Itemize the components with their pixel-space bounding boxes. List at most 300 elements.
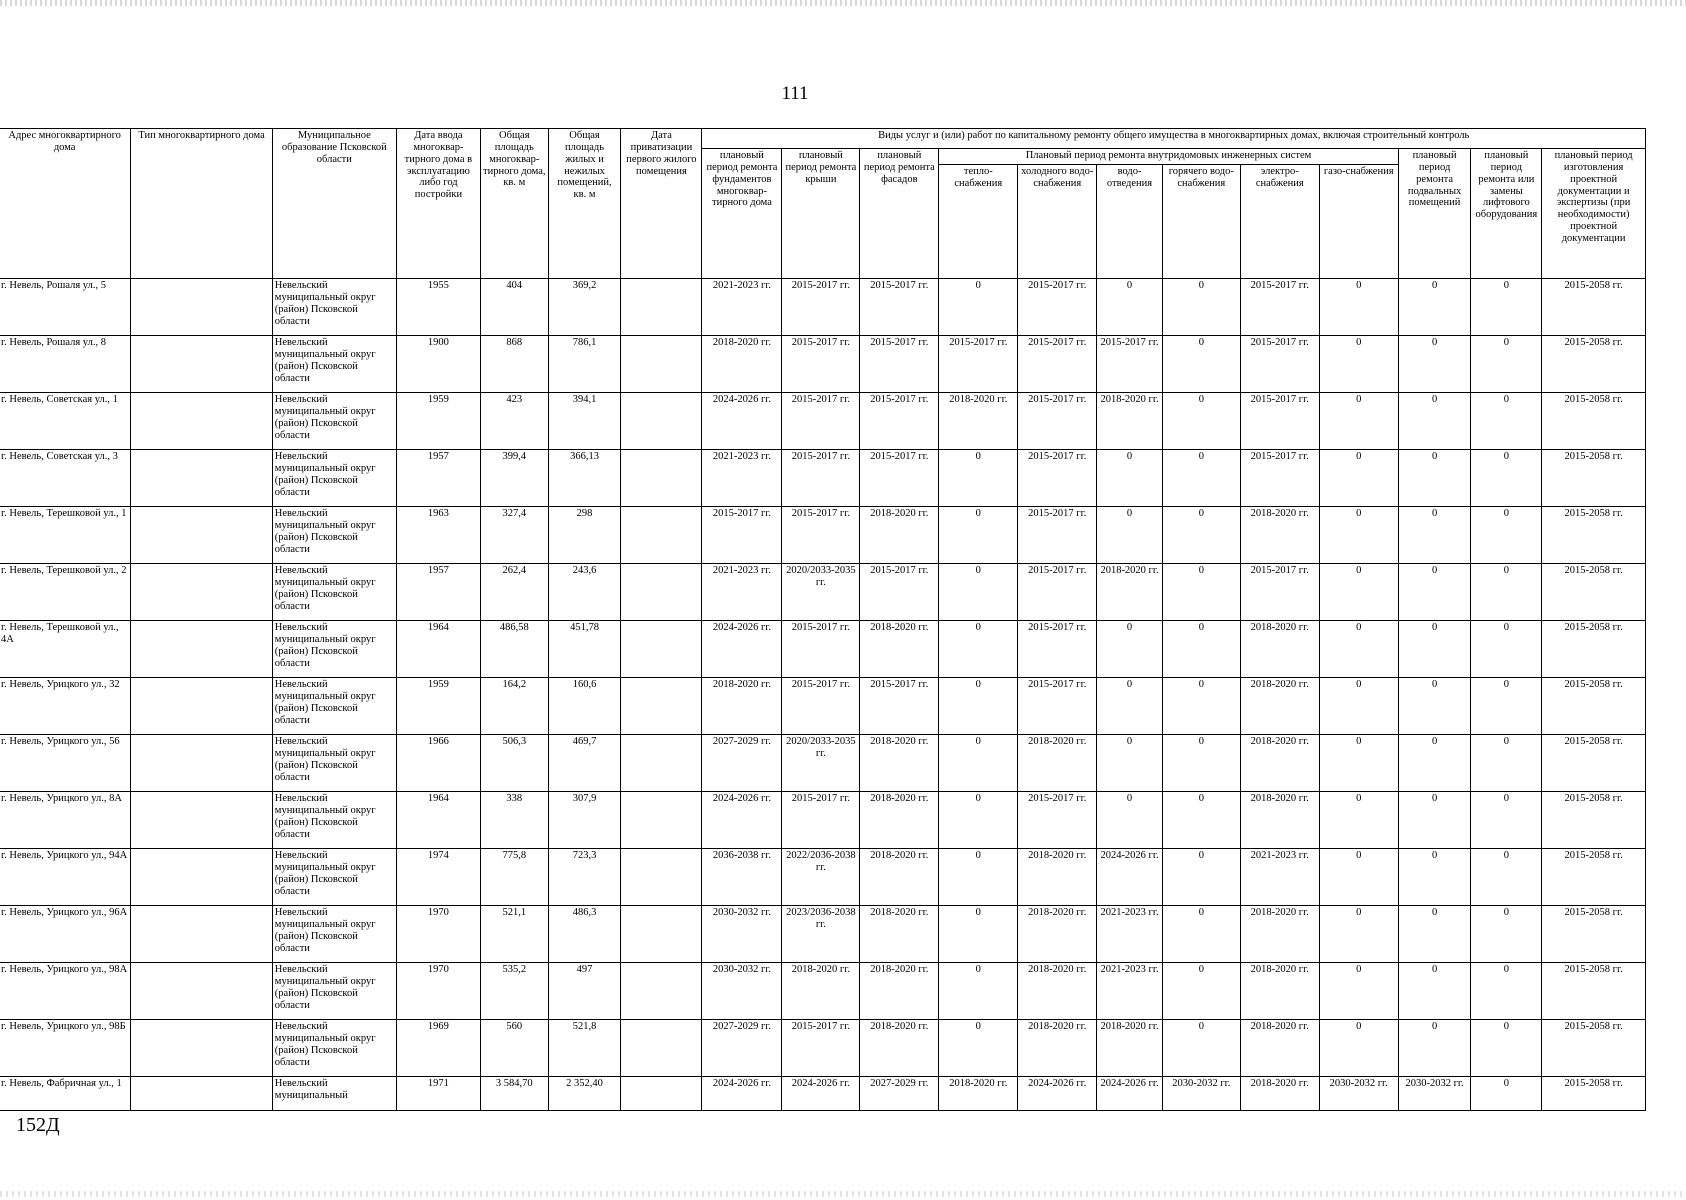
roof-cell: 2015-2017 гг. [782, 393, 860, 450]
address-cell: г. Невель, Советская ул., 1 [0, 393, 131, 450]
roof-cell: 2020/2033-2035 гг. [782, 564, 860, 621]
header-municipality: Муниципальное образование Псковской области [272, 129, 396, 279]
header-cold-water: холодного водо-снабжения [1018, 165, 1097, 279]
gas-cell: 0 [1319, 564, 1398, 621]
privatization-cell [621, 735, 702, 792]
electricity-cell: 2018-2020 гг. [1240, 906, 1319, 963]
elevator-cell: 0 [1471, 507, 1542, 564]
municipality-cell: Невельский муниципальный округ (район) Псковской области [272, 906, 396, 963]
basement-cell: 0 [1398, 393, 1471, 450]
foundation-cell: 2030-2032 гг. [702, 906, 782, 963]
living-area-cell: 369,2 [548, 279, 621, 336]
house-type-cell [131, 792, 273, 849]
electricity-cell: 2018-2020 гг. [1240, 621, 1319, 678]
hot-water-cell: 2030-2032 гг. [1162, 1077, 1240, 1111]
sewerage-cell: 2018-2020 гг. [1097, 1020, 1163, 1077]
roof-cell: 2015-2017 гг. [782, 621, 860, 678]
privatization-cell [621, 336, 702, 393]
design-docs-cell: 2015-2058 гг. [1542, 735, 1646, 792]
privatization-cell [621, 450, 702, 507]
total-area-cell: 506,3 [480, 735, 548, 792]
year-cell: 1959 [396, 393, 480, 450]
sewerage-cell: 2024-2026 гг. [1097, 849, 1163, 906]
cold-water-cell: 2015-2017 гг. [1018, 792, 1097, 849]
header-works-group: Виды услуг и (или) работ по капитальному ремонту общего имущества в многоквартирных домах, включая строительный контроль [702, 129, 1646, 149]
hot-water-cell: 0 [1162, 621, 1240, 678]
hot-water-cell: 0 [1162, 336, 1240, 393]
elevator-cell: 0 [1471, 279, 1542, 336]
table-row [0, 963, 1646, 1020]
year-cell: 1969 [396, 1020, 480, 1077]
header-electricity: электро-снабжения [1240, 165, 1319, 279]
gas-cell: 0 [1319, 678, 1398, 735]
design-docs-cell: 2015-2058 гг. [1542, 336, 1646, 393]
privatization-cell [621, 678, 702, 735]
scan-edge-bottom [0, 1191, 1686, 1197]
basement-cell: 2030-2032 гг. [1398, 1077, 1471, 1111]
foundation-cell: 2024-2026 гг. [702, 792, 782, 849]
hot-water-cell: 0 [1162, 507, 1240, 564]
municipality-cell: Невельский муниципальный округ (район) Псковской области [272, 450, 396, 507]
design-docs-cell: 2015-2058 гг. [1542, 450, 1646, 507]
gas-cell: 0 [1319, 735, 1398, 792]
header-roof: плановый период ремонта крыши [782, 149, 860, 279]
roof-cell: 2020/2033-2035 гг. [782, 735, 860, 792]
house-type-cell [131, 621, 273, 678]
house-type-cell [131, 450, 273, 507]
page-number: 111 [781, 83, 809, 104]
year-cell: 1957 [396, 450, 480, 507]
hot-water-cell: 0 [1162, 678, 1240, 735]
municipality-cell: Невельский муниципальный округ (район) Псковской области [272, 849, 396, 906]
roof-cell: 2015-2017 гг. [782, 450, 860, 507]
cold-water-cell: 2018-2020 гг. [1018, 849, 1097, 906]
cold-water-cell: 2015-2017 гг. [1018, 336, 1097, 393]
roof-cell: 2024-2026 гг. [782, 1077, 860, 1111]
living-area-cell: 2 352,40 [548, 1077, 621, 1111]
address-cell: г. Невель, Терешковой ул., 2 [0, 564, 131, 621]
address-cell: г. Невель, Терешковой ул., 4А [0, 621, 131, 678]
document-code: 152Д [16, 1114, 60, 1136]
living-area-cell: 451,78 [548, 621, 621, 678]
gas-cell: 0 [1319, 279, 1398, 336]
header-house-type: Тип многоквартирного дома [131, 129, 273, 279]
sewerage-cell: 2018-2020 гг. [1097, 393, 1163, 450]
sewerage-cell: 0 [1097, 678, 1163, 735]
hot-water-cell: 0 [1162, 393, 1240, 450]
heating-cell: 0 [939, 963, 1018, 1020]
year-cell: 1974 [396, 849, 480, 906]
sewerage-cell: 0 [1097, 621, 1163, 678]
address-cell: г. Невель, Урицкого ул., 94А [0, 849, 131, 906]
gas-cell: 0 [1319, 621, 1398, 678]
basement-cell: 0 [1398, 963, 1471, 1020]
total-area-cell: 560 [480, 1020, 548, 1077]
electricity-cell: 2015-2017 гг. [1240, 279, 1319, 336]
foundation-cell: 2024-2026 гг. [702, 393, 782, 450]
elevator-cell: 0 [1471, 1020, 1542, 1077]
privatization-cell [621, 906, 702, 963]
header-gas: газо-снабжения [1319, 165, 1398, 279]
foundation-cell: 2021-2023 гг. [702, 450, 782, 507]
table-row [0, 678, 1646, 735]
roof-cell: 2015-2017 гг. [782, 279, 860, 336]
total-area-cell: 868 [480, 336, 548, 393]
hot-water-cell: 0 [1162, 849, 1240, 906]
heating-cell: 2018-2020 гг. [939, 1077, 1018, 1111]
heating-cell: 2015-2017 гг. [939, 336, 1018, 393]
foundation-cell: 2021-2023 гг. [702, 279, 782, 336]
electricity-cell: 2015-2017 гг. [1240, 336, 1319, 393]
electricity-cell: 2021-2023 гг. [1240, 849, 1319, 906]
gas-cell: 0 [1319, 336, 1398, 393]
design-docs-cell: 2015-2058 гг. [1542, 963, 1646, 1020]
facade-cell: 2015-2017 гг. [860, 279, 939, 336]
table-row [0, 1077, 1646, 1111]
address-cell: г. Невель, Урицкого ул., 56 [0, 735, 131, 792]
privatization-cell [621, 564, 702, 621]
total-area-cell: 423 [480, 393, 548, 450]
cold-water-cell: 2018-2020 гг. [1018, 963, 1097, 1020]
privatization-cell [621, 792, 702, 849]
table-row [0, 564, 1646, 621]
elevator-cell: 0 [1471, 963, 1542, 1020]
electricity-cell: 2018-2020 гг. [1240, 735, 1319, 792]
living-area-cell: 243,6 [548, 564, 621, 621]
address-cell: г. Невель, Урицкого ул., 98А [0, 963, 131, 1020]
facade-cell: 2015-2017 гг. [860, 336, 939, 393]
roof-cell: 2015-2017 гг. [782, 336, 860, 393]
roof-cell: 2015-2017 гг. [782, 1020, 860, 1077]
table-row [0, 849, 1646, 906]
design-docs-cell: 2015-2058 гг. [1542, 564, 1646, 621]
hot-water-cell: 0 [1162, 450, 1240, 507]
elevator-cell: 0 [1471, 393, 1542, 450]
address-cell: г. Невель, Рошаля ул., 5 [0, 279, 131, 336]
header-sewerage: водо-отведения [1097, 165, 1163, 279]
living-area-cell: 307,9 [548, 792, 621, 849]
header-engineering-group: Плановый период ремонта внутридомовых инженерных систем [939, 149, 1398, 165]
elevator-cell: 0 [1471, 678, 1542, 735]
heating-cell: 0 [939, 735, 1018, 792]
house-type-cell [131, 849, 273, 906]
address-cell: г. Невель, Рошаля ул., 8 [0, 336, 131, 393]
electricity-cell: 2018-2020 гг. [1240, 1020, 1319, 1077]
header-address: Адрес многоквартирного дома [0, 129, 131, 279]
foundation-cell: 2021-2023 гг. [702, 564, 782, 621]
gas-cell: 0 [1319, 507, 1398, 564]
header-privatization-date: Дата приватизации первого жилого помещения [621, 129, 702, 279]
elevator-cell: 0 [1471, 735, 1542, 792]
basement-cell: 0 [1398, 621, 1471, 678]
header-basement: плановый период ремонта подвальных помещений [1398, 149, 1471, 279]
heating-cell: 0 [939, 621, 1018, 678]
address-cell: г. Невель, Урицкого ул., 32 [0, 678, 131, 735]
electricity-cell: 2015-2017 гг. [1240, 564, 1319, 621]
roof-cell: 2015-2017 гг. [782, 507, 860, 564]
design-docs-cell: 2015-2058 гг. [1542, 792, 1646, 849]
electricity-cell: 2015-2017 гг. [1240, 393, 1319, 450]
roof-cell: 2018-2020 гг. [782, 963, 860, 1020]
total-area-cell: 399,4 [480, 450, 548, 507]
design-docs-cell: 2015-2058 гг. [1542, 1077, 1646, 1111]
gas-cell: 0 [1319, 1020, 1398, 1077]
design-docs-cell: 2015-2058 гг. [1542, 393, 1646, 450]
facade-cell: 2015-2017 гг. [860, 393, 939, 450]
privatization-cell [621, 1020, 702, 1077]
house-type-cell [131, 336, 273, 393]
privatization-cell [621, 1077, 702, 1111]
address-cell: г. Невель, Урицкого ул., 96А [0, 906, 131, 963]
foundation-cell: 2030-2032 гг. [702, 963, 782, 1020]
design-docs-cell: 2015-2058 гг. [1542, 849, 1646, 906]
header-elevator: плановый период ремонта или замены лифтового оборудования [1471, 149, 1542, 279]
privatization-cell [621, 849, 702, 906]
cold-water-cell: 2015-2017 гг. [1018, 564, 1097, 621]
header-total-area: Общая площадь многоквар-тирного дома, кв. м [480, 129, 548, 279]
cold-water-cell: 2015-2017 гг. [1018, 393, 1097, 450]
sewerage-cell: 2015-2017 гг. [1097, 336, 1163, 393]
sewerage-cell: 2024-2026 гг. [1097, 1077, 1163, 1111]
house-type-cell [131, 1020, 273, 1077]
scan-edge-top [0, 0, 1686, 6]
basement-cell: 0 [1398, 792, 1471, 849]
basement-cell: 0 [1398, 336, 1471, 393]
elevator-cell: 0 [1471, 621, 1542, 678]
foundation-cell: 2027-2029 гг. [702, 735, 782, 792]
basement-cell: 0 [1398, 906, 1471, 963]
header-commissioning-date: Дата ввода многоквар-тирного дома в эксплуатацию либо год постройки [396, 129, 480, 279]
address-cell: г. Невель, Советская ул., 3 [0, 450, 131, 507]
municipality-cell: Невельский муниципальный округ (район) Псковской области [272, 792, 396, 849]
hot-water-cell: 0 [1162, 564, 1240, 621]
foundation-cell: 2024-2026 гг. [702, 1077, 782, 1111]
living-area-cell: 366,13 [548, 450, 621, 507]
cold-water-cell: 2015-2017 гг. [1018, 678, 1097, 735]
cold-water-cell: 2018-2020 гг. [1018, 906, 1097, 963]
house-type-cell [131, 507, 273, 564]
electricity-cell: 2018-2020 гг. [1240, 507, 1319, 564]
table-row [0, 279, 1646, 336]
heating-cell: 0 [939, 792, 1018, 849]
foundation-cell: 2024-2026 гг. [702, 621, 782, 678]
sewerage-cell: 0 [1097, 735, 1163, 792]
gas-cell: 0 [1319, 792, 1398, 849]
municipality-cell: Невельский муниципальный округ (район) Псковской области [272, 507, 396, 564]
heating-cell: 0 [939, 906, 1018, 963]
sewerage-cell: 2018-2020 гг. [1097, 564, 1163, 621]
foundation-cell: 2018-2020 гг. [702, 336, 782, 393]
facade-cell: 2018-2020 гг. [860, 792, 939, 849]
facade-cell: 2015-2017 гг. [860, 564, 939, 621]
table-row [0, 792, 1646, 849]
heating-cell: 0 [939, 849, 1018, 906]
total-area-cell: 338 [480, 792, 548, 849]
year-cell: 1970 [396, 963, 480, 1020]
elevator-cell: 0 [1471, 564, 1542, 621]
house-type-cell [131, 393, 273, 450]
design-docs-cell: 2015-2058 гг. [1542, 678, 1646, 735]
heating-cell: 0 [939, 564, 1018, 621]
living-area-cell: 469,7 [548, 735, 621, 792]
basement-cell: 0 [1398, 849, 1471, 906]
roof-cell: 2015-2017 гг. [782, 792, 860, 849]
design-docs-cell: 2015-2058 гг. [1542, 621, 1646, 678]
facade-cell: 2018-2020 гг. [860, 906, 939, 963]
design-docs-cell: 2015-2058 гг. [1542, 279, 1646, 336]
design-docs-cell: 2015-2058 гг. [1542, 507, 1646, 564]
elevator-cell: 0 [1471, 1077, 1542, 1111]
table-row [0, 450, 1646, 507]
municipality-cell: Невельский муниципальный округ (район) Псковской области [272, 336, 396, 393]
electricity-cell: 2018-2020 гг. [1240, 1077, 1319, 1111]
municipality-cell: Невельский муниципальный округ (район) Псковской области [272, 393, 396, 450]
electricity-cell: 2018-2020 гг. [1240, 678, 1319, 735]
address-cell: г. Невель, Фабричная ул., 1 [0, 1077, 131, 1111]
year-cell: 1964 [396, 792, 480, 849]
capital-repair-table [0, 128, 1646, 1111]
facade-cell: 2015-2017 гг. [860, 450, 939, 507]
address-cell: г. Невель, Терешковой ул., 1 [0, 507, 131, 564]
gas-cell: 0 [1319, 393, 1398, 450]
total-area-cell: 775,8 [480, 849, 548, 906]
house-type-cell [131, 678, 273, 735]
cold-water-cell: 2015-2017 гг. [1018, 450, 1097, 507]
table-body [0, 279, 1646, 1111]
privatization-cell [621, 621, 702, 678]
privatization-cell [621, 393, 702, 450]
table-row [0, 621, 1646, 678]
year-cell: 1900 [396, 336, 480, 393]
total-area-cell: 3 584,70 [480, 1077, 548, 1111]
basement-cell: 0 [1398, 279, 1471, 336]
privatization-cell [621, 507, 702, 564]
table-row [0, 393, 1646, 450]
municipality-cell: Невельский муниципальный округ (район) Псковской области [272, 1020, 396, 1077]
table-header [0, 129, 1646, 279]
foundation-cell: 2015-2017 гг. [702, 507, 782, 564]
municipality-cell: Невельский муниципальный округ (район) Псковской области [272, 621, 396, 678]
facade-cell: 2018-2020 гг. [860, 963, 939, 1020]
elevator-cell: 0 [1471, 906, 1542, 963]
year-cell: 1966 [396, 735, 480, 792]
foundation-cell: 2018-2020 гг. [702, 678, 782, 735]
hot-water-cell: 0 [1162, 906, 1240, 963]
sewerage-cell: 0 [1097, 507, 1163, 564]
hot-water-cell: 0 [1162, 1020, 1240, 1077]
municipality-cell: Невельский муниципальный [272, 1077, 396, 1111]
living-area-cell: 160,6 [548, 678, 621, 735]
sewerage-cell: 2021-2023 гг. [1097, 963, 1163, 1020]
living-area-cell: 497 [548, 963, 621, 1020]
basement-cell: 0 [1398, 564, 1471, 621]
municipality-cell: Невельский муниципальный округ (район) Псковской области [272, 735, 396, 792]
facade-cell: 2018-2020 гг. [860, 621, 939, 678]
year-cell: 1955 [396, 279, 480, 336]
living-area-cell: 394,1 [548, 393, 621, 450]
header-design-docs: плановый период изготовления проектной документации и экспертизы (при необходимости) проектной документации [1542, 149, 1646, 279]
basement-cell: 0 [1398, 678, 1471, 735]
foundation-cell: 2036-2038 гг. [702, 849, 782, 906]
header-hot-water: горячего водо-снабжения [1162, 165, 1240, 279]
address-cell: г. Невель, Урицкого ул., 98Б [0, 1020, 131, 1077]
living-area-cell: 298 [548, 507, 621, 564]
sewerage-cell: 0 [1097, 450, 1163, 507]
living-area-cell: 723,3 [548, 849, 621, 906]
table-row [0, 507, 1646, 564]
year-cell: 1959 [396, 678, 480, 735]
foundation-cell: 2027-2029 гг. [702, 1020, 782, 1077]
heating-cell: 0 [939, 1020, 1018, 1077]
table-row [0, 735, 1646, 792]
facade-cell: 2018-2020 гг. [860, 1020, 939, 1077]
sewerage-cell: 2021-2023 гг. [1097, 906, 1163, 963]
electricity-cell: 2015-2017 гг. [1240, 450, 1319, 507]
roof-cell: 2023/2036-2038 гг. [782, 906, 860, 963]
sewerage-cell: 0 [1097, 792, 1163, 849]
basement-cell: 0 [1398, 1020, 1471, 1077]
hot-water-cell: 0 [1162, 279, 1240, 336]
cold-water-cell: 2018-2020 гг. [1018, 735, 1097, 792]
gas-cell: 2030-2032 гг. [1319, 1077, 1398, 1111]
year-cell: 1963 [396, 507, 480, 564]
hot-water-cell: 0 [1162, 963, 1240, 1020]
privatization-cell [621, 279, 702, 336]
municipality-cell: Невельский муниципальный округ (район) Псковской области [272, 564, 396, 621]
cold-water-cell: 2018-2020 гг. [1018, 1020, 1097, 1077]
roof-cell: 2022/2036-2038 гг. [782, 849, 860, 906]
gas-cell: 0 [1319, 963, 1398, 1020]
total-area-cell: 327,4 [480, 507, 548, 564]
gas-cell: 0 [1319, 906, 1398, 963]
table-row [0, 1020, 1646, 1077]
living-area-cell: 521,8 [548, 1020, 621, 1077]
living-area-cell: 486,3 [548, 906, 621, 963]
basement-cell: 0 [1398, 450, 1471, 507]
elevator-cell: 0 [1471, 792, 1542, 849]
year-cell: 1964 [396, 621, 480, 678]
header-facade: плановый период ремонта фасадов [860, 149, 939, 279]
basement-cell: 0 [1398, 735, 1471, 792]
total-area-cell: 486,58 [480, 621, 548, 678]
house-type-cell [131, 279, 273, 336]
cold-water-cell: 2024-2026 гг. [1018, 1077, 1097, 1111]
facade-cell: 2018-2020 гг. [860, 849, 939, 906]
heating-cell: 0 [939, 507, 1018, 564]
elevator-cell: 0 [1471, 849, 1542, 906]
design-docs-cell: 2015-2058 гг. [1542, 906, 1646, 963]
cold-water-cell: 2015-2017 гг. [1018, 621, 1097, 678]
heating-cell: 0 [939, 678, 1018, 735]
elevator-cell: 0 [1471, 450, 1542, 507]
house-type-cell [131, 735, 273, 792]
house-type-cell [131, 1077, 273, 1111]
design-docs-cell: 2015-2058 гг. [1542, 1020, 1646, 1077]
cold-water-cell: 2015-2017 гг. [1018, 279, 1097, 336]
gas-cell: 0 [1319, 849, 1398, 906]
municipality-cell: Невельский муниципальный округ (район) Псковской области [272, 678, 396, 735]
facade-cell: 2015-2017 гг. [860, 678, 939, 735]
total-area-cell: 535,2 [480, 963, 548, 1020]
year-cell: 1971 [396, 1077, 480, 1111]
year-cell: 1957 [396, 564, 480, 621]
basement-cell: 0 [1398, 507, 1471, 564]
sewerage-cell: 0 [1097, 279, 1163, 336]
roof-cell: 2015-2017 гг. [782, 678, 860, 735]
municipality-cell: Невельский муниципальный округ (район) Псковской области [272, 279, 396, 336]
heating-cell: 0 [939, 279, 1018, 336]
table-row [0, 336, 1646, 393]
